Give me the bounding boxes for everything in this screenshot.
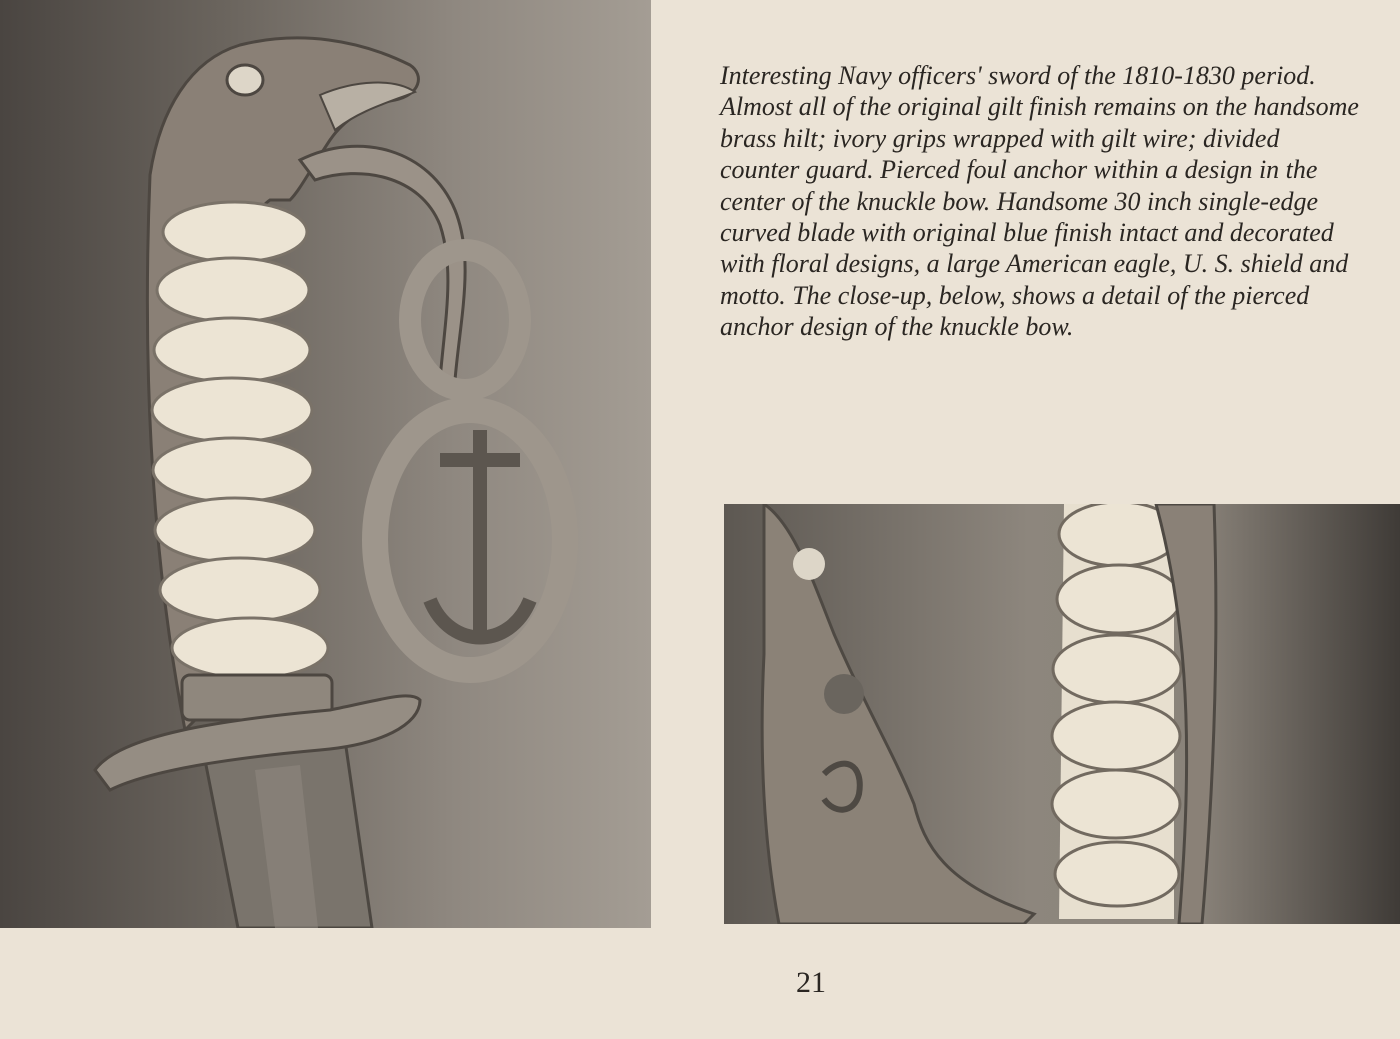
closeup-ivory-grip xyxy=(1052,504,1181,919)
anchor-icon xyxy=(430,430,530,640)
anchor-wreath xyxy=(375,250,565,670)
sword-hilt-photo xyxy=(0,0,651,928)
sword-hilt-illustration xyxy=(0,0,651,928)
closeup-illustration xyxy=(724,504,1400,924)
page-number: 21 xyxy=(796,966,826,999)
eagle-eye xyxy=(227,65,263,95)
caption-text: Interesting Navy officers' sword of the 1810-1830 period. Almost all of the original gilt finish remains on the handsome brass hilt; ivory grips wrapped with gilt wire; divided counter guard. Pierced foul anchor within a design in the center of the knuckle bow. Handsome 30 inch single-edge curved blade with original blue finish intact and decorated with floral designs, a large American eagle, U. S. shield and motto. The close-up, below, shows a detail of the pierced anchor design of the knuckle bow. xyxy=(720,61,1359,342)
anchor-closeup-photo xyxy=(724,504,1400,924)
